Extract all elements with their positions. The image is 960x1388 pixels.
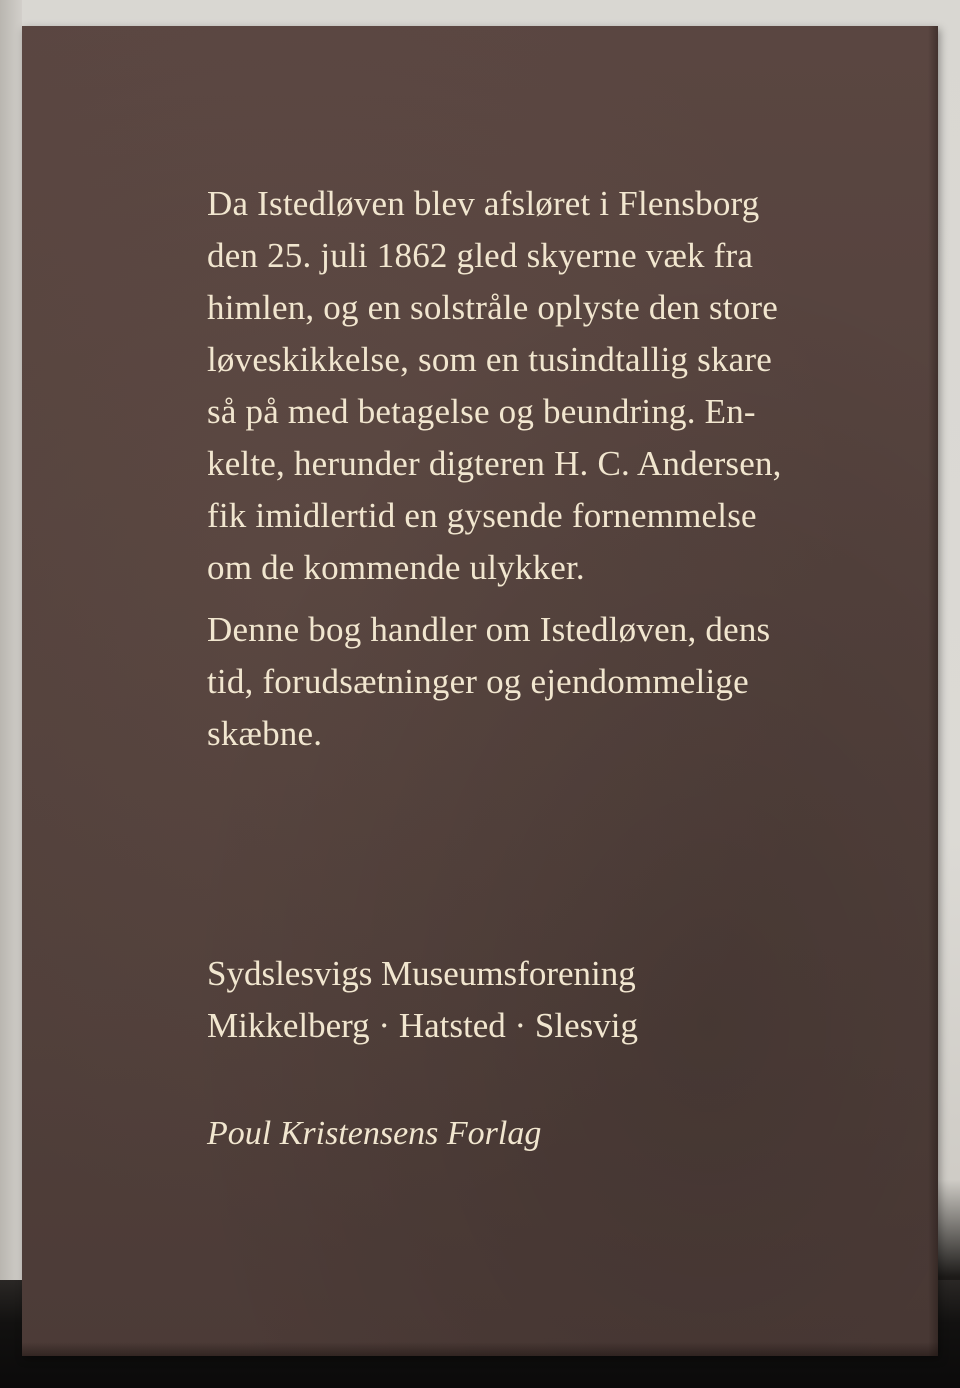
blurb-line: Denne bog handler om Istedløven, dens xyxy=(207,610,771,649)
blurb-line: så på med betagelse og beundring. En- xyxy=(207,392,756,431)
blurb-line: kelte, herunder digteren H. C. Andersen, xyxy=(207,444,782,483)
blurb-line: tid, forudsætninger og ejendommelige xyxy=(207,662,749,701)
blurb-paragraph-2 xyxy=(207,604,847,760)
organisation-locations: Mikkelberg · Hatsted · Slesvig xyxy=(207,1006,638,1045)
wall-shadow xyxy=(0,0,22,1388)
blurb-paragraph-1 xyxy=(207,178,847,594)
blurb-line: himlen, og en solstråle oplyste den store xyxy=(207,288,779,327)
book-back-cover xyxy=(22,26,938,1356)
book-bottom-edge xyxy=(22,1342,938,1356)
blurb-line: den 25. juli 1862 gled skyerne væk fra xyxy=(207,236,754,275)
imprint xyxy=(207,948,638,1052)
publisher-name: Poul Kristensens Forlag xyxy=(207,1115,542,1152)
blurb-line: om de kommende ulykker. xyxy=(207,548,585,587)
blurb-line: løveskikkelse, som en tusindtallig skare xyxy=(207,340,772,379)
blurb-text xyxy=(207,178,847,770)
blurb-line: Da Istedløven blev afsløret i Flensborg xyxy=(207,184,760,223)
blurb-line: fik imidlertid en gysende fornemmelse xyxy=(207,496,757,535)
blurb-line: skæbne. xyxy=(207,714,323,753)
organisation-name: Sydslesvigs Museumsforening xyxy=(207,954,636,993)
book-spine-edge xyxy=(928,26,938,1356)
